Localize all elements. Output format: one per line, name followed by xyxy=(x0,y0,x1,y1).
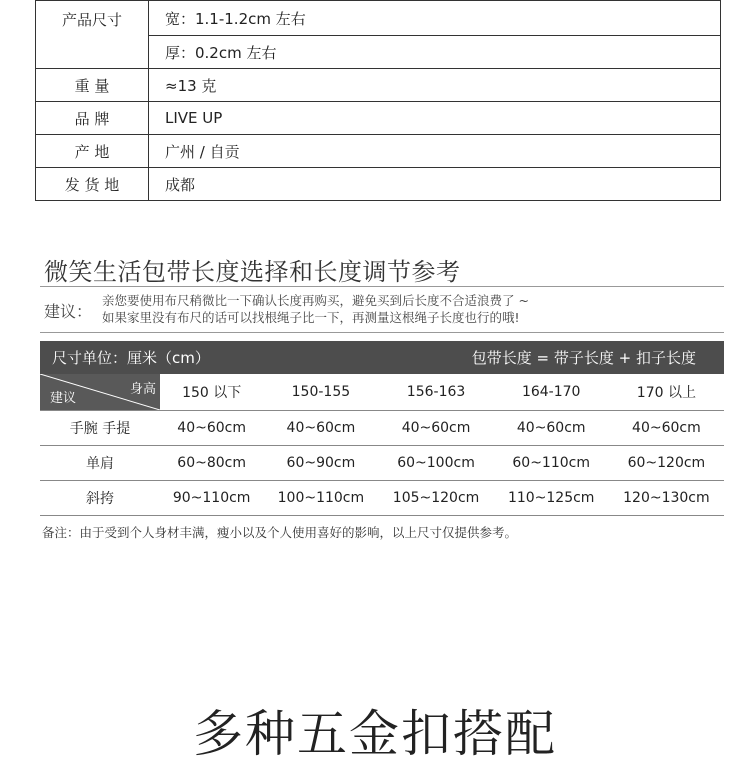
advice-label: 建议： xyxy=(44,302,93,321)
unit-label: 尺寸单位：厘米（cm） xyxy=(52,349,210,367)
advice-divider xyxy=(40,332,724,333)
advice-block xyxy=(44,292,724,326)
advice-line-1: 亲您要使用布尺稍微比一下确认长度再购买，避免买到后长度不合适浪费了 ~ xyxy=(102,293,529,308)
advice-lines xyxy=(102,292,529,326)
table-row xyxy=(40,446,724,481)
height-col: 150 以下 xyxy=(160,374,263,411)
brand-value: LIVE UP xyxy=(149,102,721,135)
origin-value: 广州 / 自贡 xyxy=(149,135,721,168)
weight-label: 重 量 xyxy=(36,69,149,102)
brand-label: 品 牌 xyxy=(36,102,149,135)
table-cell: 60~80cm xyxy=(160,446,263,481)
table-cell: 40~60cm xyxy=(378,411,493,446)
table-cell: 40~60cm xyxy=(160,411,263,446)
section-title: 多种五金扣搭配 xyxy=(193,705,557,763)
ship-label: 发 货 地 xyxy=(36,168,149,201)
size-table-header xyxy=(40,341,724,374)
height-col: 164-170 xyxy=(494,374,609,411)
height-col: 156-163 xyxy=(378,374,493,411)
row-label: 单肩 xyxy=(40,446,160,481)
table-cell: 60~110cm xyxy=(494,446,609,481)
thickness-value: 厚：0.2cm 左右 xyxy=(149,36,721,69)
table-row xyxy=(40,481,724,516)
size-label: 产品尺寸 xyxy=(36,1,149,69)
size-note: 备注：由于受到个人身材丰满，瘦小以及个人使用喜好的影响，以上尺寸仅提供参考。 xyxy=(42,525,518,540)
title-divider xyxy=(40,286,724,287)
table-cell: 105~120cm xyxy=(378,481,493,516)
guide-title: 微笑生活包带长度选择和长度调节参考 xyxy=(44,258,461,286)
length-formula: 包带长度 = 带子长度 + 扣子长度 xyxy=(471,349,696,367)
size-table xyxy=(40,374,724,516)
corner-cell xyxy=(40,374,160,411)
table-cell: 60~90cm xyxy=(263,446,378,481)
width-value: 宽：1.1-1.2cm 左右 xyxy=(149,1,721,36)
table-cell: 60~100cm xyxy=(378,446,493,481)
advice-line-2: 如果家里没有布尺的话可以找根绳子比一下，再测量这根绳子长度也行的哦! xyxy=(102,310,520,325)
corner-height-label: 身高 xyxy=(129,382,156,397)
height-col: 150-155 xyxy=(263,374,378,411)
table-cell: 40~60cm xyxy=(609,411,724,446)
table-cell: 40~60cm xyxy=(494,411,609,446)
table-cell: 90~110cm xyxy=(160,481,263,516)
weight-value: ≈13 克 xyxy=(149,69,721,102)
row-label: 斜挎 xyxy=(40,481,160,516)
height-header-row xyxy=(40,374,724,411)
table-cell: 40~60cm xyxy=(263,411,378,446)
table-cell: 120~130cm xyxy=(609,481,724,516)
table-cell: 100~110cm xyxy=(263,481,378,516)
table-row xyxy=(40,411,724,446)
table-cell: 60~120cm xyxy=(609,446,724,481)
row-label: 手腕 手提 xyxy=(40,411,160,446)
origin-label: 产 地 xyxy=(36,135,149,168)
spec-table xyxy=(35,0,721,201)
height-col: 170 以上 xyxy=(609,374,724,411)
table-cell: 110~125cm xyxy=(494,481,609,516)
corner-advice-label: 建议 xyxy=(50,391,77,406)
ship-value: 成都 xyxy=(149,168,721,201)
